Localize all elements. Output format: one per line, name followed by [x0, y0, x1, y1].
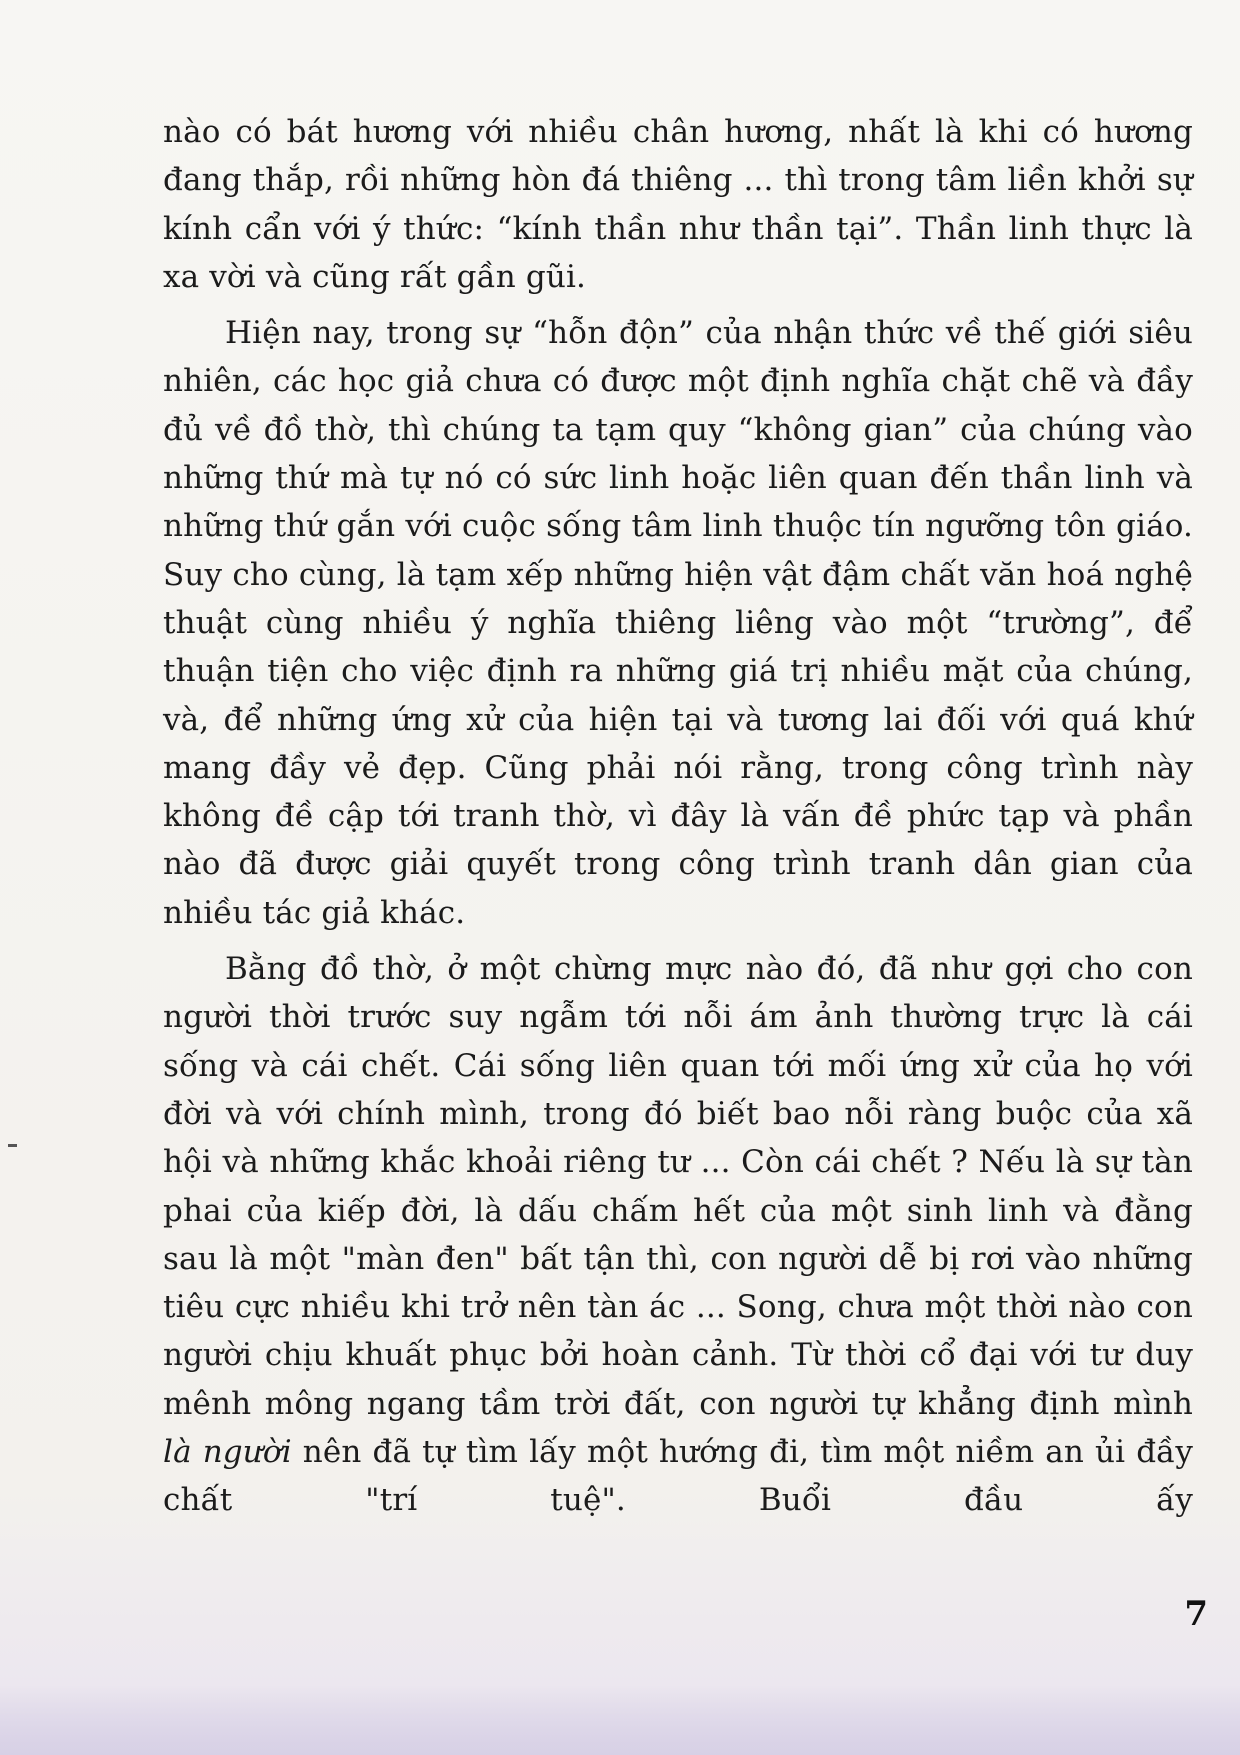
paragraph-3-italic-phrase: là người — [163, 1434, 292, 1471]
paragraph-3-text-start: Bằng đồ thờ, ở một chừng mực nào đó, đã như gợi cho con người thời trước suy ngẫm tới nỗi ám ảnh thường trực là cái sống và cái chết. Cái sống liên quan tới mối ứng xử của họ với đời và với chính mình, trong đó biết bao nỗi ràng buộc của xã hội và những khắc khoải riêng tư ... Còn cái chết ? Nếu là sự tàn phai của kiếp đời, là dấu chấm hết của một sinh linh và đằng sau là một "màn đen" bất tận thì, con người dễ bị rơi vào những tiêu cực nhiều khi trở nên tàn ác ... Song, chưa một thời nào con người chịu khuất phục bởi hoàn cảnh. Từ thời cổ đại với tư duy mênh mông ngang tầm trời đất, con người tự khẳng định mình — [163, 951, 1193, 1422]
scan-shadow — [0, 1685, 1240, 1755]
page-content — [163, 108, 1193, 1533]
page-number: 7 — [1184, 1594, 1208, 1634]
margin-mark — [8, 1144, 17, 1147]
paragraph-1: nào có bát hương với nhiều chân hương, nhất là khi có hương đang thắp, rồi những hòn đá thiêng ... thì trong tâm liền khởi sự kính cẩn với ý thức: “kính thần như thần tại”. Thần linh thực là xa vời và cũng rất gần gũi. — [163, 114, 1193, 295]
paragraph-2: Hiện nay, trong sự “hỗn độn” của nhận thức về thế giới siêu nhiên, các học giả chưa có được một định nghĩa chặt chẽ và đầy đủ về đồ thờ, thì chúng ta tạm quy “không gian” của chúng vào những thứ mà tự nó có sức linh hoặc liên quan đến thần linh và những thứ gắn với cuộc sống tâm linh thuộc tín ngưỡng tôn giáo. Suy cho cùng, là tạm xếp những hiện vật đậm chất văn hoá nghệ thuật cùng nhiều ý nghĩa thiêng liêng vào một “trường”, để thuận tiện cho việc định ra những giá trị nhiều mặt của chúng, và, để những ứng xử của hiện tại và tương lai đối với quá khứ mang đầy vẻ đẹp. Cũng phải nói rằng, trong công trình này không đề cập tới tranh thờ, vì đây là vấn đề phức tạp và phần nào đã được giải quyết trong công trình tranh dân gian của nhiều tác giả khác. — [163, 315, 1193, 931]
paragraph-3 — [163, 945, 1193, 1525]
paragraph-3-text-end: nên đã tự tìm lấy một hướng đi, tìm một niềm an ủi đầy chất "trí tuệ". Buổi đầu ấy — [163, 1434, 1193, 1519]
